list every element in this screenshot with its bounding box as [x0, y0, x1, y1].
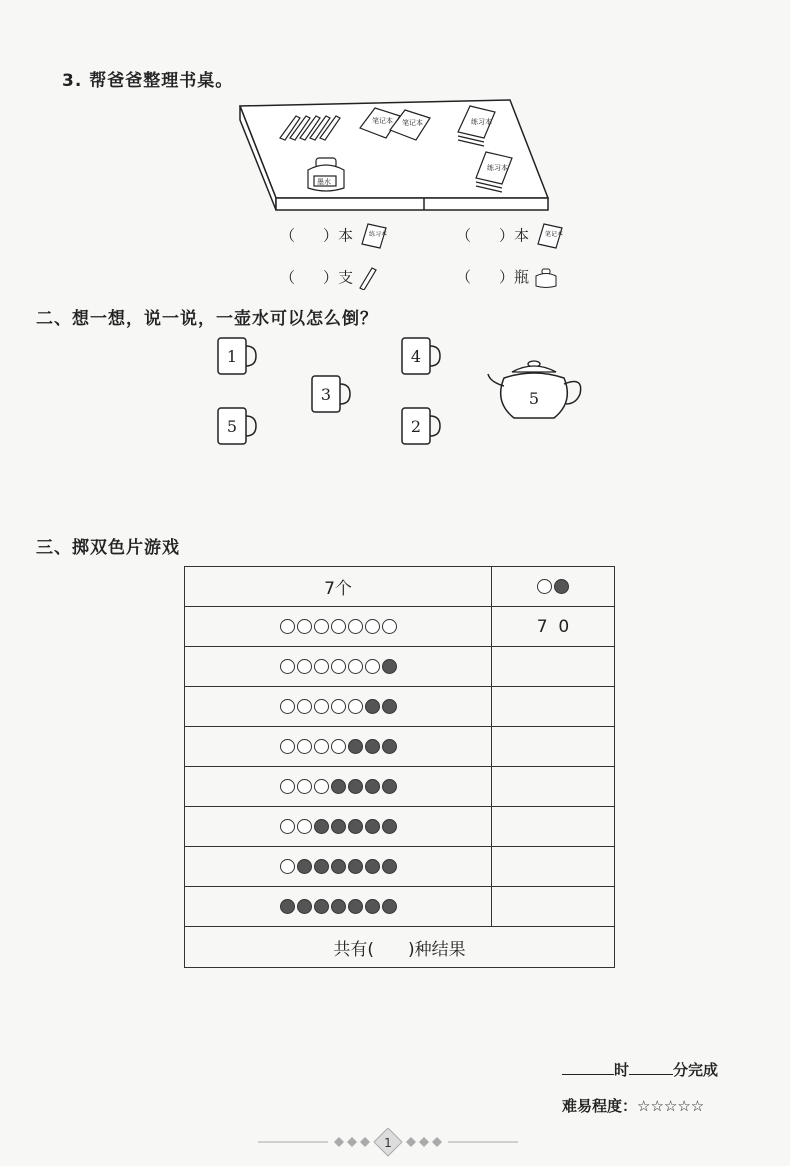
black-chip-icon: [382, 859, 397, 874]
fill-pencils: （ ）支: [280, 266, 378, 290]
section3-title: 三、掷双色片游戏: [36, 538, 180, 558]
black-chip-icon: [297, 859, 312, 874]
svg-text:3: 3: [320, 385, 332, 404]
svg-text:练习本: 练习本: [487, 164, 508, 172]
white-chip-icon: [331, 659, 346, 674]
white-chip-icon: [280, 699, 295, 714]
black-chip-icon: [348, 819, 363, 834]
svg-text:1: 1: [226, 347, 238, 366]
black-chip-icon: [348, 739, 363, 754]
black-chip-icon: [382, 899, 397, 914]
black-chip-icon: [348, 859, 363, 874]
page-number-ornament: [258, 1128, 518, 1158]
black-chip-icon: [365, 859, 380, 874]
table-row: [185, 687, 615, 727]
chip-combination: [185, 607, 492, 647]
chip-game-table: [184, 566, 615, 968]
white-chip-icon: [297, 819, 312, 834]
cup-icon: [312, 376, 350, 412]
white-chip-icon: [331, 619, 346, 634]
desk-illustration: [230, 98, 560, 218]
white-chip-icon: [365, 659, 380, 674]
answer-cell[interactable]: [492, 687, 615, 727]
answer-cell[interactable]: [492, 847, 615, 887]
fill-notebooks: （ ）本 笔记本: [456, 222, 564, 250]
white-chip-icon: [314, 779, 329, 794]
pencil-icon: [358, 266, 378, 290]
table-row: [185, 807, 615, 847]
white-chip-icon: [314, 619, 329, 634]
white-chip-icon: [280, 779, 295, 794]
chip-legend: [492, 567, 615, 607]
black-chip-icon: [382, 699, 397, 714]
black-chip-icon: [365, 779, 380, 794]
white-chip-icon: [280, 819, 295, 834]
black-chip-icon: [314, 819, 329, 834]
white-chip-icon: [280, 619, 295, 634]
answer-cell[interactable]: [492, 767, 615, 807]
q3-title: 3. 帮爸爸整理书桌。: [62, 71, 234, 91]
chip-combination: [185, 767, 492, 807]
summary-row: [185, 927, 615, 968]
answer-cell[interactable]: [492, 727, 615, 767]
white-chip-icon: [314, 659, 329, 674]
white-chip-icon: [297, 619, 312, 634]
chip-combination: [185, 727, 492, 767]
svg-text:练习本: 练习本: [368, 231, 387, 238]
black-chip-icon: [331, 779, 346, 794]
black-chip-icon: [382, 819, 397, 834]
notebook-icon: [534, 222, 564, 250]
completion-time: 时 分完成: [562, 1059, 718, 1080]
svg-text:笔记本: 笔记本: [372, 117, 393, 125]
table-row: [185, 847, 615, 887]
white-chip-icon: [314, 699, 329, 714]
cup-icon: [402, 408, 440, 444]
table-header-row: [185, 567, 615, 607]
cup-icon: [218, 408, 256, 444]
white-chip-icon: [348, 659, 363, 674]
answer-cell[interactable]: [492, 647, 615, 687]
white-chip-icon: [297, 659, 312, 674]
table-row: [185, 887, 615, 927]
table-row: [185, 607, 615, 647]
chip-combination: [185, 687, 492, 727]
fill-exercise-books: （ ）本 练习本: [280, 222, 388, 250]
svg-text:练习本: 练习本: [471, 118, 492, 126]
black-chip-icon: [331, 819, 346, 834]
section2-title: 二、想一想，说一说，一壶水可以怎么倒？: [36, 309, 378, 329]
chip-combination: [185, 647, 492, 687]
minute-blank[interactable]: [629, 1060, 673, 1075]
black-chip-icon: [348, 899, 363, 914]
black-chip-icon: [365, 739, 380, 754]
black-chip-icon: [365, 699, 380, 714]
ink-bottle-icon: [534, 267, 558, 289]
black-chip-icon: [554, 579, 569, 594]
answer-cell[interactable]: [492, 887, 615, 927]
exercise-book-icon: [358, 222, 388, 250]
black-chip-icon: [348, 779, 363, 794]
svg-text:2: 2: [410, 417, 422, 436]
black-chip-icon: [331, 859, 346, 874]
cup-icon: [218, 338, 256, 374]
chip-combination: [185, 887, 492, 927]
svg-text:4: 4: [410, 347, 422, 366]
page-number: 1: [384, 1136, 392, 1150]
fill-ink-bottles: （ ）瓶: [456, 266, 558, 289]
white-chip-icon: [280, 859, 295, 874]
white-chip-icon: [331, 699, 346, 714]
white-chip-icon: [348, 699, 363, 714]
black-chip-icon: [280, 899, 295, 914]
teapot-icon: [484, 356, 586, 426]
black-chip-icon: [314, 859, 329, 874]
table-row: [185, 767, 615, 807]
white-chip-icon: [280, 659, 295, 674]
difficulty-stars: ☆☆☆☆☆: [637, 1097, 705, 1115]
black-chip-icon: [331, 899, 346, 914]
answer-cell[interactable]: 7 0: [492, 607, 615, 647]
white-chip-icon: [348, 619, 363, 634]
black-chip-icon: [297, 899, 312, 914]
answer-cell[interactable]: [492, 807, 615, 847]
white-chip-icon: [331, 739, 346, 754]
cup-icon: [402, 338, 440, 374]
black-chip-icon: [382, 659, 397, 674]
svg-text:笔记本: 笔记本: [402, 119, 423, 127]
white-chip-icon: [297, 739, 312, 754]
white-chip-icon: [280, 739, 295, 754]
total-chips-label: 7个: [185, 567, 492, 607]
black-chip-icon: [365, 899, 380, 914]
white-chip-icon: [297, 699, 312, 714]
svg-text:5: 5: [528, 389, 540, 408]
chip-combination: [185, 807, 492, 847]
white-chip-icon: [382, 619, 397, 634]
white-chip-icon: [537, 579, 552, 594]
svg-text:墨水: 墨水: [317, 178, 331, 186]
hour-blank[interactable]: [562, 1060, 614, 1075]
white-chip-icon: [297, 779, 312, 794]
black-chip-icon: [314, 899, 329, 914]
table-row: [185, 647, 615, 687]
white-chip-icon: [314, 739, 329, 754]
black-chip-icon: [382, 779, 397, 794]
white-chip-icon: [365, 619, 380, 634]
table-row: [185, 727, 615, 767]
svg-text:5: 5: [226, 417, 238, 436]
black-chip-icon: [365, 819, 380, 834]
black-chip-icon: [382, 739, 397, 754]
result-count: 共有( )种结果: [185, 927, 615, 968]
svg-text:笔记本: 笔记本: [544, 231, 563, 238]
difficulty: 难易程度：☆☆☆☆☆: [562, 1097, 705, 1115]
chip-combination: [185, 847, 492, 887]
